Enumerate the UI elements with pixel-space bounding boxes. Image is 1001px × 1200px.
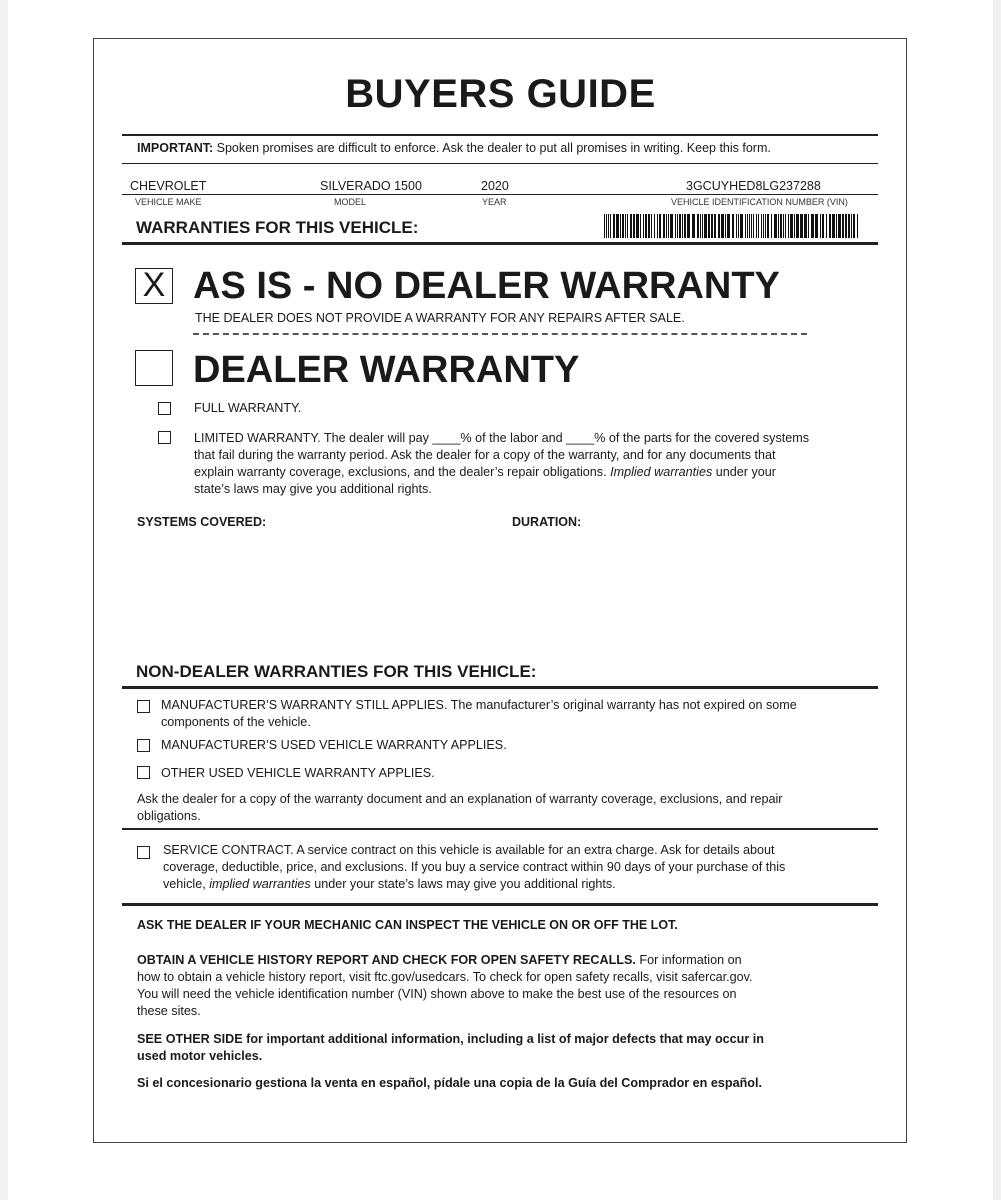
vin-barcode: [604, 214, 860, 238]
other-used-text: OTHER USED VEHICLE WARRANTY APPLIES.: [161, 766, 435, 780]
text-line: [137, 952, 753, 969]
limited-warranty-line: LIMITED WARRANTY. The dealer will pay ____% of the labor and ____% of the parts for the covered systems: [194, 431, 810, 445]
as-is-title: AS IS - NO DEALER WARRANTY: [193, 265, 780, 307]
ask-dealer-note: [137, 791, 782, 825]
dealer-warranty-title: DEALER WARRANTY: [193, 349, 580, 391]
manufacturer-still-applies-checkbox[interactable]: [137, 700, 150, 713]
text-line: [163, 876, 785, 893]
limited-warranty-line: [194, 464, 809, 481]
form-title: BUYERS GUIDE: [345, 72, 656, 116]
implied-warranties-text: implied warranties: [209, 877, 311, 891]
limited-warranty-checkbox[interactable]: [158, 431, 171, 444]
dashed-divider: [193, 333, 807, 335]
service-contract-checkbox[interactable]: [137, 846, 150, 859]
divider: [122, 194, 878, 195]
limited-warranty-text: [194, 430, 809, 498]
as-is-checkbox[interactable]: [135, 268, 173, 304]
text-line: obligations.: [137, 809, 201, 823]
divider: [122, 242, 878, 245]
manufacturer-still-applies-text: [161, 697, 797, 731]
mechanic-inspection-note: ASK THE DEALER IF YOUR MECHANIC CAN INSPECT THE VEHICLE ON OR OFF THE LOT.: [137, 918, 678, 932]
text-line: SERVICE CONTRACT. A service contract on this vehicle is available for an extra charge. Ask for details about: [163, 843, 775, 857]
divider: [122, 903, 878, 906]
vehicle-make-label: VEHICLE MAKE: [135, 197, 202, 207]
dealer-warranty-checkbox[interactable]: [135, 350, 173, 386]
text-part: For information on: [635, 953, 742, 967]
text-part: for important additional information, including a list of major defects that may occur in: [242, 1032, 764, 1046]
spanish-note: Si el concesionario gestiona la venta en español, pídale una copia de la Guía del Comprador en español.: [137, 1076, 762, 1090]
see-other-side-heading: SEE OTHER SIDE: [137, 1032, 243, 1046]
limited-warranty-line-part: explain warranty coverage, exclusions, and the dealer’s repair obligations.: [194, 465, 611, 479]
see-other-side-note: [137, 1031, 764, 1065]
text-part: under your state’s laws may give you additional rights.: [310, 877, 616, 891]
vehicle-vin-value: 3GCUYHED8LG237288: [686, 179, 821, 193]
manufacturer-used-checkbox[interactable]: [137, 739, 150, 752]
x-mark-icon: X: [142, 266, 166, 304]
other-used-checkbox[interactable]: [137, 766, 150, 779]
text-line: You will need the vehicle identification number (VIN) shown above to make the best use of the resources on: [137, 987, 737, 1001]
important-label: IMPORTANT:: [137, 141, 214, 155]
divider: [122, 828, 878, 830]
full-warranty-checkbox[interactable]: [158, 402, 171, 415]
vehicle-model-label: MODEL: [334, 197, 367, 207]
vehicle-year-label: YEAR: [482, 197, 507, 207]
text-line: coverage, deductible, price, and exclusions. If you buy a service contract within 90 days of your purchase of this: [163, 860, 786, 874]
vehicle-model-value: SILVERADO 1500: [320, 179, 422, 193]
text-line: [137, 1031, 764, 1048]
text-line: components of the vehicle.: [161, 715, 311, 729]
text-line: how to obtain a vehicle history report, visit ftc.gov/usedcars. To check for open safety recalls, visit safercar.gov.: [137, 970, 753, 984]
limited-warranty-line: state’s laws may give you additional rights.: [194, 482, 432, 496]
manufacturer-used-text: MANUFACTURER’S USED VEHICLE WARRANTY APPLIES.: [161, 738, 507, 752]
text-line: MANUFACTURER’S WARRANTY STILL APPLIES. The manufacturer’s original warranty has not expired on some: [161, 698, 797, 712]
divider: [122, 686, 878, 689]
text-part: vehicle,: [163, 877, 210, 891]
warranties-heading: WARRANTIES FOR THIS VEHICLE:: [136, 218, 419, 237]
vehicle-year-value: 2020: [481, 179, 509, 193]
divider: [122, 163, 878, 164]
important-text: Spoken promises are difficult to enforce. Ask the dealer to put all promises in writing. Keep this form.: [216, 141, 771, 155]
limited-warranty-line-part: under your: [712, 465, 776, 479]
vehicle-make-value: CHEVROLET: [130, 179, 207, 193]
full-warranty-label: FULL WARRANTY.: [194, 401, 302, 415]
duration-label: DURATION:: [512, 515, 582, 529]
text-line: Ask the dealer for a copy of the warranty document and an explanation of warranty coverage, exclusions, and repair: [137, 792, 783, 806]
text-line: used motor vehicles.: [137, 1049, 263, 1063]
as-is-subtitle: THE DEALER DOES NOT PROVIDE A WARRANTY FOR ANY REPAIRS AFTER SALE.: [195, 311, 685, 325]
vehicle-vin-label: VEHICLE IDENTIFICATION NUMBER (VIN): [671, 197, 848, 207]
history-report-heading: OBTAIN A VEHICLE HISTORY REPORT AND CHECK FOR OPEN SAFETY RECALLS.: [137, 953, 636, 967]
non-dealer-heading: NON-DEALER WARRANTIES FOR THIS VEHICLE:: [136, 662, 537, 681]
service-contract-text: [163, 842, 785, 893]
history-report-note: [137, 952, 753, 1020]
implied-warranties-text: Implied warranties: [610, 465, 713, 479]
important-note: [137, 141, 771, 155]
text-line: these sites.: [137, 1004, 201, 1018]
divider: [122, 134, 878, 136]
systems-covered-label: SYSTEMS COVERED:: [137, 515, 267, 529]
limited-warranty-line: that fail during the warranty period. Ask the dealer for a copy of the warranty, and for any documents that: [194, 448, 776, 462]
